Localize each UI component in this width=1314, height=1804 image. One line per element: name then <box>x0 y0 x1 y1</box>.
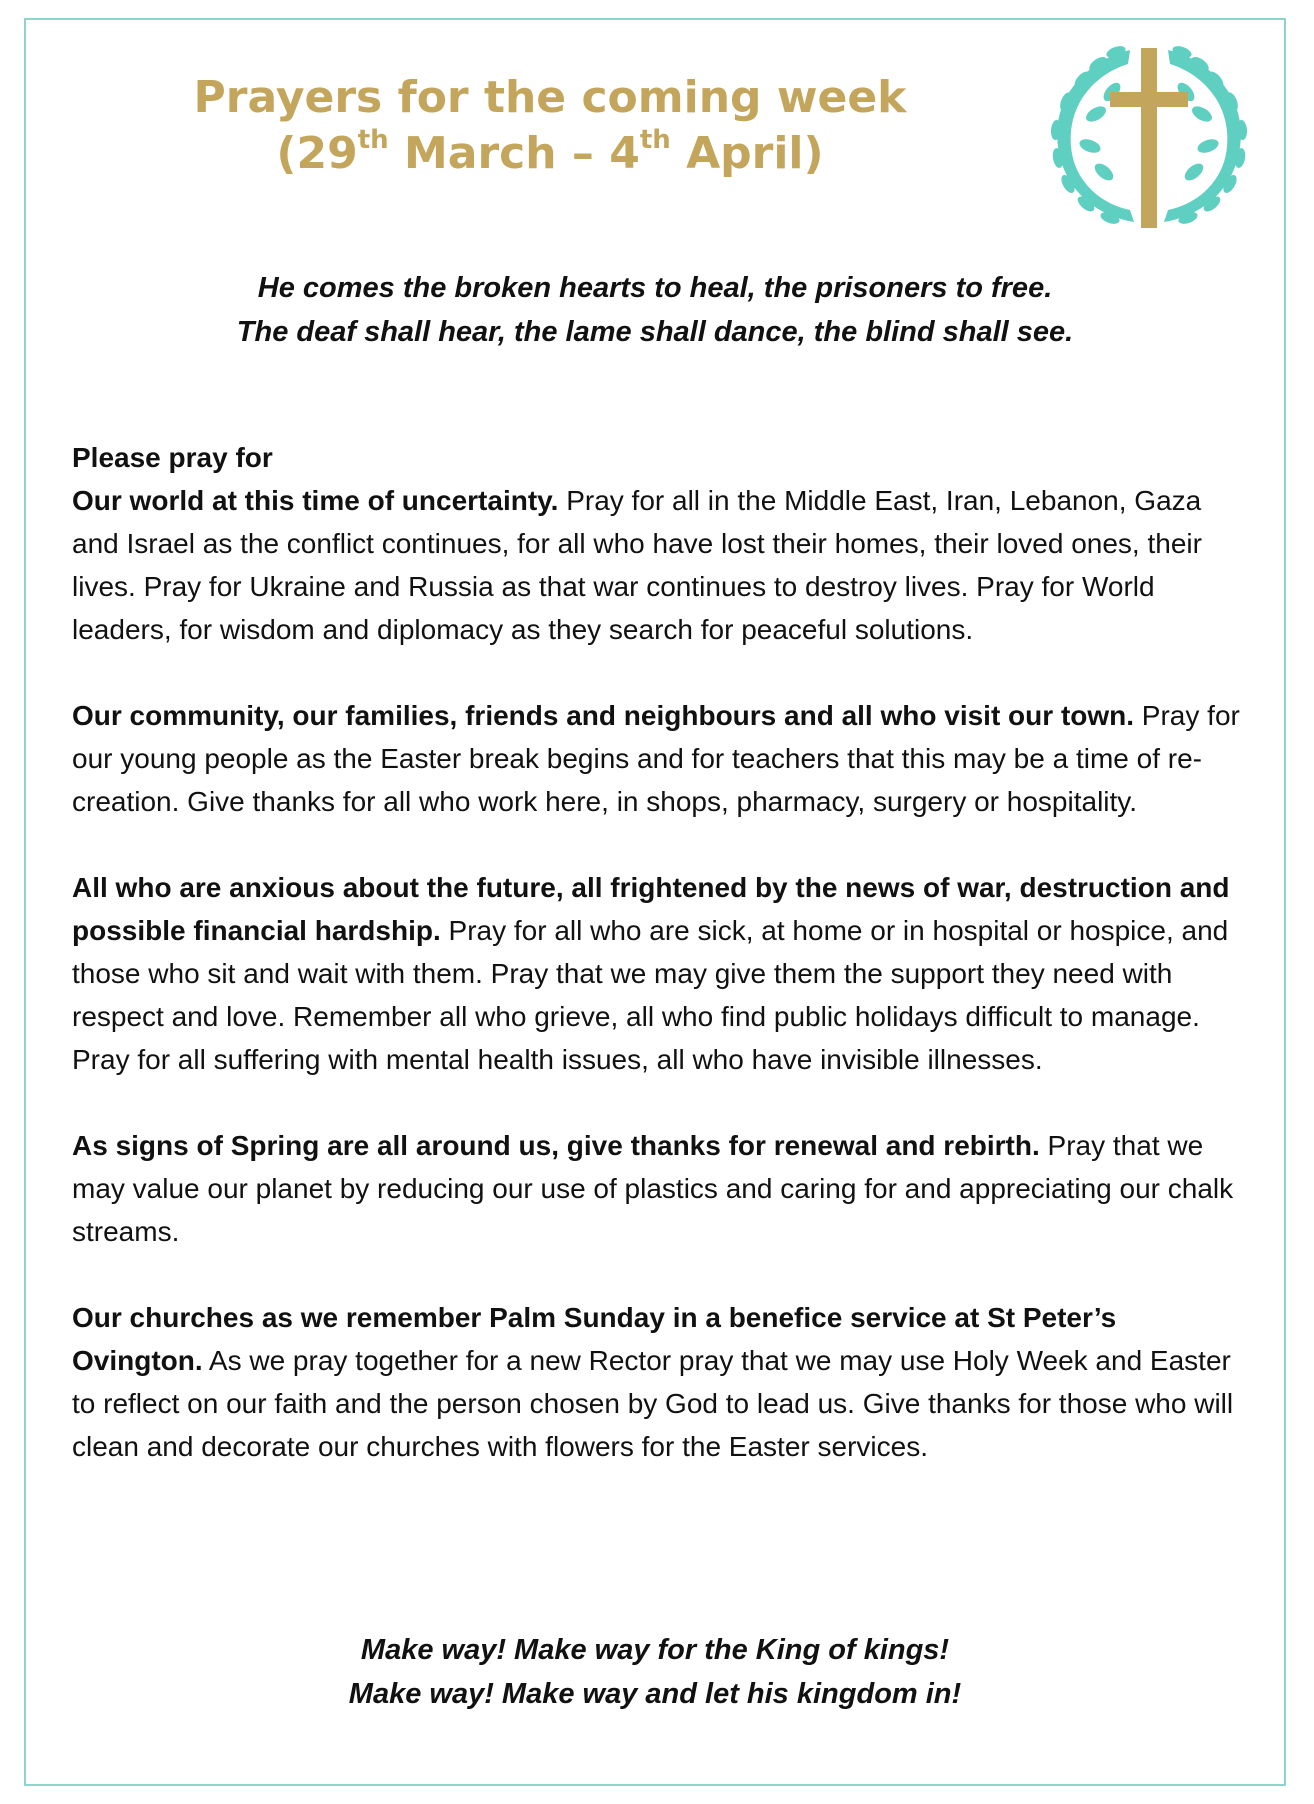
tree-with-cross-icon <box>1038 34 1260 234</box>
prayer-section-spring <box>72 1124 1252 1253</box>
title-line-1: Prayers for the coming week <box>193 72 907 123</box>
prayer-heading: As signs of Spring are all around us, give thanks for renewal and rebirth. <box>72 1130 1040 1161</box>
title-line-2: (29th March – 4th April) <box>276 125 824 179</box>
prayer-heading: Our world at this time of uncertainty. <box>72 485 559 516</box>
prayer-text: As we pray together for a new Rector pray that we may use Holy Week and Easter to reflect on our faith and the person chosen by God to lead us. Give thanks for those who will clean and decorate our churches with flowers for the Easter services. <box>72 1345 1234 1462</box>
opening-quote-line-1: He comes the broken hearts to heal, the prisoners to free. <box>257 272 1053 304</box>
prayer-heading: Our churches as we remember Palm Sunday in a benefice service at St Peter’s Ovington. <box>72 1302 1117 1376</box>
prayer-list <box>72 436 1252 1511</box>
closing-quote-line-1: Make way! Make way for the King of kings! <box>360 1634 950 1666</box>
prayer-section-anxious <box>72 866 1252 1081</box>
closing-quote <box>80 1628 1230 1716</box>
opening-quote-line-2: The deaf shall hear, the lame shall dance, the blind shall see. <box>236 316 1074 348</box>
prayer-text: Pray for our young people as the Easter break begins and for teachers that this may be a time of re-creation. Give thanks for all who work here, in shops, pharmacy, surgery or hospitality. <box>72 700 1240 817</box>
page-title <box>150 70 950 182</box>
prayer-section-churches <box>72 1296 1252 1468</box>
prayer-heading: Our community, our families, friends and neighbours and all who visit our town. <box>72 700 1135 731</box>
closing-quote-line-2: Make way! Make way and let his kingdom in! <box>348 1678 962 1710</box>
prayer-intro: Please pray for <box>72 442 273 473</box>
opening-quote <box>80 266 1230 354</box>
prayer-section-world <box>72 479 1252 651</box>
prayer-text: Pray for all in the Middle East, Iran, Lebanon, Gaza and Israel as the conflict continues, for all who have lost their homes, their loved ones, their lives. Pray for Ukraine and Russia as that war continues to destroy lives. Pray for World leaders, for wisdom and diplomacy as they search for peaceful solutions. <box>72 485 1202 645</box>
prayer-text: Pray that we may value our planet by reducing our use of plastics and caring for and appreciating our chalk streams. <box>72 1130 1234 1247</box>
prayer-text: Pray for all who are sick, at home or in hospital or hospice, and those who sit and wait with them. Pray that we may give them the support they need with respect and love. Remember all who grieve, all who find public holidays difficult to manage. Pray for all suffering with mental health issues, all who have invisible illnesses. <box>72 915 1229 1075</box>
prayer-heading: All who are anxious about the future, all frightened by the news of war, destruction and possible financial hardship. <box>72 872 1230 946</box>
prayer-section-community <box>72 694 1252 823</box>
